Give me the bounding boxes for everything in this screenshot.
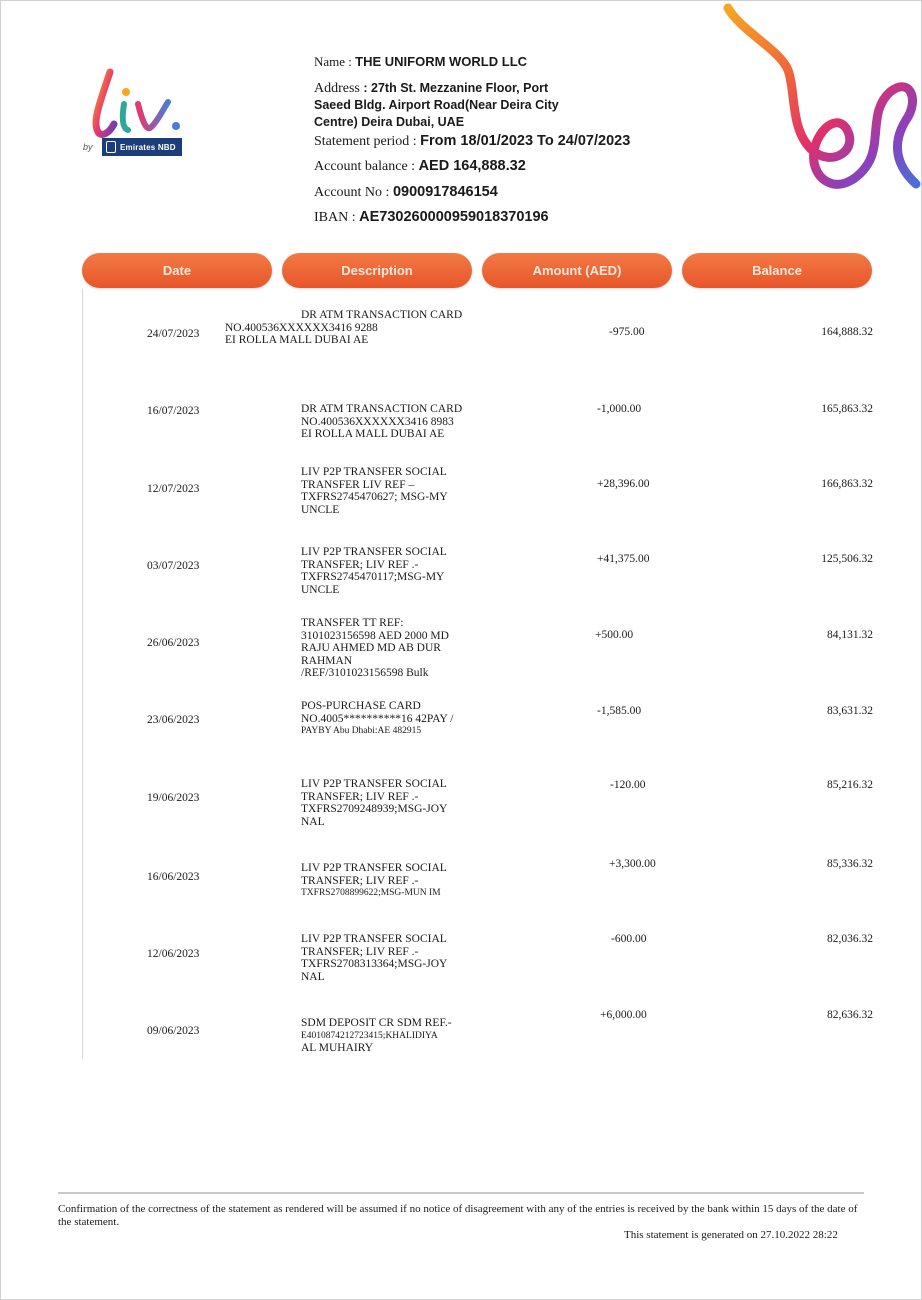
row-date: 09/06/2023 [147,1025,200,1037]
desc-line: LIV P2P TRANSFER SOCIAL [301,933,447,945]
row-description [301,862,501,900]
logo-by-text: by [83,142,93,152]
account-no-label: Account No : [314,185,393,200]
emirates-nbd-icon [106,141,116,153]
row-balance: 85,336.32 [827,858,873,870]
account-number-line [314,184,498,201]
table-left-rule [82,289,83,1059]
account-name-line [314,53,527,70]
address-value: : 27th St. Mezzanine Floor, Port Saeed Bldg. Airport Road(Near Deira City Centre) Deira Dubai, UAE [314,81,559,129]
row-description [301,778,501,828]
desc-line: EI ROLLA MALL DUBAI AE [225,334,369,346]
name-label: Name : [314,54,356,69]
emirates-nbd-badge [102,138,182,156]
row-amount: -600.00 [611,933,647,945]
address-line [314,80,584,131]
iban-line [314,209,549,226]
desc-line: NO.400536XXXXXX3416 9288 [225,321,378,334]
row-description [301,700,501,738]
desc-line: AL MUHAIRY [301,1042,374,1054]
desc-line: PAYBY Abu Dhabi:AE 482915 [301,726,422,736]
desc-line: TRANSFER; LIV REF .- [301,558,419,571]
row-date: 24/07/2023 [147,328,200,340]
desc-line: POS-PURCHASE CARD [301,700,421,712]
desc-line: TRANSFER TT REF: [301,617,404,629]
row-amount: +3,300.00 [609,858,656,870]
row-description [301,466,501,516]
desc-line: LIV P2P TRANSFER SOCIAL [301,862,447,874]
iban: AE730260000959018370196 [359,209,549,225]
row-amount: +6,000.00 [600,1009,647,1021]
desc-line: RAJU AHMED MD AB DUR [301,642,441,654]
desc-line: E4010874212723415;KHALIDIYA [301,1030,438,1041]
desc-line: SDM DEPOSIT CR SDM REF.- [301,1017,452,1029]
row-amount: +28,396.00 [597,478,650,490]
row-date: 12/06/2023 [147,948,200,960]
row-amount: +500.00 [595,629,634,641]
balance-label: Account balance : [314,159,419,174]
row-amount: -120.00 [610,779,646,791]
row-balance: 166,863.32 [821,478,873,490]
desc-line: TXFRS2745470627; MSG-MY [301,491,448,503]
account-balance: AED 164,888.32 [418,158,526,174]
account-name: THE UNIFORM WORLD LLC [355,54,528,69]
desc-line: NO.4005**********16 42PAY / [301,712,454,725]
row-date: 16/06/2023 [147,871,200,883]
desc-line: RAHMAN [301,654,353,667]
statement-period-line [314,133,630,150]
desc-line: NO.400536XXXXXX3416 8983 [301,415,454,428]
generated-timestamp: This statement is generated on 27.10.2022 28:22 [624,1229,838,1241]
desc-line: TRANSFER; LIV REF .- [301,790,419,803]
row-description [301,1017,501,1055]
column-header-balance: Balance [682,253,872,288]
column-header-date: Date [82,253,272,288]
statement-period: From 18/01/2023 To 24/07/2023 [420,133,631,149]
row-balance: 165,863.32 [821,403,873,415]
row-description [301,617,501,680]
row-balance: 83,631.32 [827,705,873,717]
column-header-description: Description [282,253,472,288]
desc-line: LIV P2P TRANSFER SOCIAL [301,546,447,558]
row-date: 03/07/2023 [147,560,200,572]
desc-line: UNCLE [301,583,340,596]
desc-line: TXFRS2745470117;MSG-MY [301,571,445,583]
desc-line: EI ROLLA MALL DUBAI AE [301,428,445,440]
row-amount: -975.00 [609,326,645,338]
desc-line: LIV P2P TRANSFER SOCIAL [301,466,447,478]
footer-divider [58,1192,864,1194]
decorative-ribbon [720,0,922,200]
desc-line: DR ATM TRANSACTION CARD [301,309,463,321]
desc-line: UNCLE [301,503,340,516]
bank-name: Emirates NBD [120,142,176,152]
desc-line: 3101023156598 AED 2000 MD [301,629,449,642]
row-amount: -1,585.00 [597,705,642,717]
row-balance: 82,036.32 [827,933,873,945]
row-date: 26/06/2023 [147,637,200,649]
desc-line: /REF/3101023156598 Bulk [301,667,429,679]
row-description [301,933,501,983]
desc-line: TRANSFER; LIV REF .- [301,874,419,887]
desc-line: TRANSFER; LIV REF .- [301,945,419,958]
row-description [301,546,501,596]
row-amount: +41,375.00 [597,553,650,565]
footer-disclaimer: Confirmation of the correctness of the statement as rendered will be assumed if no notice of disagreement with any of the entries is received by the bank within 15 days of the date of the statement. [58,1203,858,1228]
desc-line: NAL [301,970,325,983]
iban-label: IBAN : [314,210,360,225]
desc-line: LIV P2P TRANSFER SOCIAL [301,778,447,790]
row-date: 19/06/2023 [147,792,200,804]
row-amount: -1,000.00 [597,403,642,415]
desc-line: DR ATM TRANSACTION CARD [301,403,463,415]
row-balance: 82,636.32 [827,1009,873,1021]
desc-line: TRANSFER LIV REF – [301,478,415,491]
row-balance: 84,131.32 [827,629,873,641]
desc-line: NAL [301,815,325,828]
address-label: Address [314,81,360,96]
desc-line: TXFRS2708899622;MSG-MUN IM [301,888,441,898]
desc-line: TXFRS2708313364;MSG-JOY [301,958,448,970]
row-balance: 125,506.32 [821,553,873,565]
desc-line: TXFRS2709248939;MSG-JOY [301,803,448,815]
row-date: 12/07/2023 [147,483,200,495]
account-balance-line [314,158,526,175]
row-balance: 164,888.32 [821,326,873,338]
period-label: Statement period : [314,134,421,149]
row-date: 16/07/2023 [147,405,200,417]
row-balance: 85,216.32 [827,779,873,791]
row-description [301,403,501,441]
row-description [225,309,485,347]
column-header-amount: Amount (AED) [482,253,672,288]
row-date: 23/06/2023 [147,714,200,726]
account-number: 0900917846154 [392,184,498,200]
